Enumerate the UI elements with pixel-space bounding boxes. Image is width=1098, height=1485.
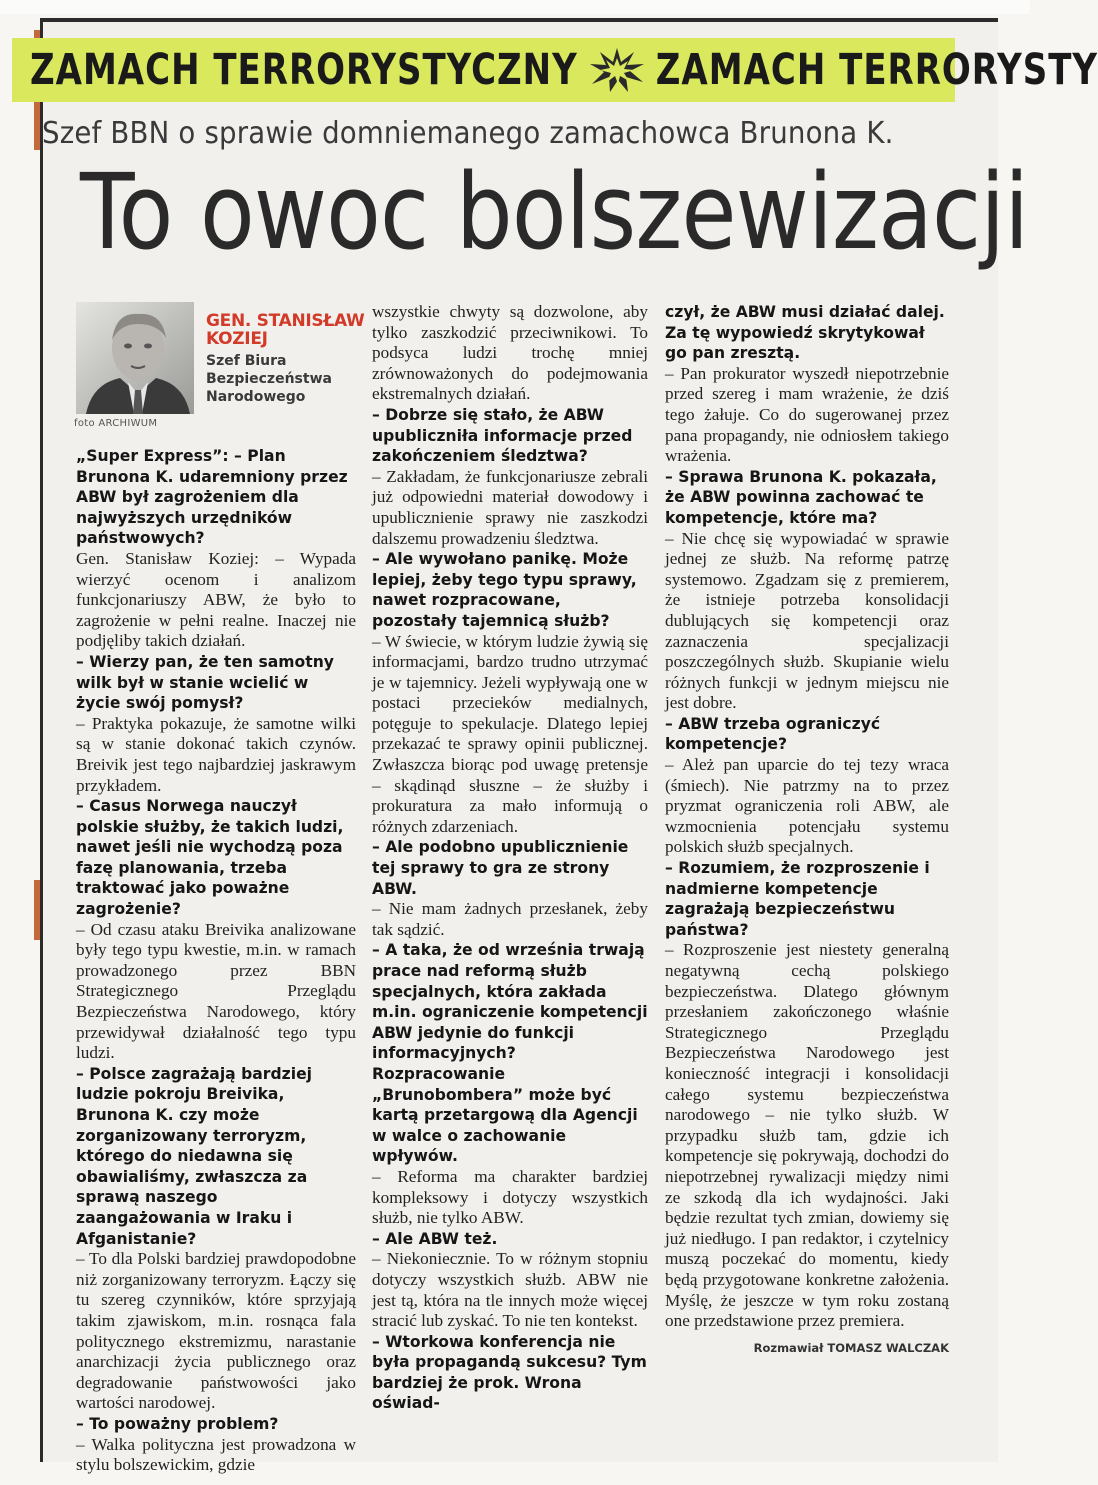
interview-question: – Wtorkowa konferencja nie była propagandą sukcesu? Tym bardziej że prok. Wrona oświad- xyxy=(372,1332,647,1413)
interview-answer: – Od czasu ataku Breivika analizowane były tego typu kwestie, m.in. w ramach prowadzonego przez BBN Strategicznego Przeglądu Bezpieczeństwa Narodowego, który przewidywał działalność tego typu ludzi. xyxy=(76,919,356,1063)
section-banner xyxy=(12,38,1098,102)
interview-question: „Super Express”: – Plan Brunona K. udaremniony przez ABW był zagrożeniem dla najwyższych urzędników państwowych? xyxy=(76,447,348,548)
interview-answer: – Niekoniecznie. To w różnym stopniu dotyczy wszystkich służb. ABW nie jest tą, która na tle innych może więcej stracić lub zyskać. To nie ten kontekst. xyxy=(372,1249,648,1331)
interview-question: czył, że ABW musi działać dalej. Za tę wypowiedź skrytykował go pan zresztą. xyxy=(665,303,945,363)
interview-answer: – Pan prokurator wyszedł niepotrzebnie przed szereg i mam wrażenie, że dziś tego żałuje. Co do sugerowanej przez pana propagandy, nie odniosłem takiego wrażenia. xyxy=(665,363,949,466)
interview-question: – Wierzy pan, że ten samotny wilk był w stanie wcielić w życie swój pomysł? xyxy=(76,652,334,713)
interview-answer: wszystkie chwyty są dozwolone, aby tylko zaszkodzić przeciwnikowi. To podsyca ludzi trochę mniej zrównoważonych do podejmowania ekstremalnych działań. xyxy=(372,302,648,404)
banner-text-right: ZAMACH TERRORYSTY xyxy=(655,45,1098,95)
interview-answer: – Ależ pan uparcie do tej tezy wraca (śmiech). Nie patrzmy na to przez pryzmat ograniczenia roli ABW, ale wzmocnienia potencjału systemu polskich służb specjalnych. xyxy=(665,755,949,857)
text-column-2 xyxy=(372,302,648,1414)
interview-question: – Ale ABW też. xyxy=(372,1229,498,1248)
article-subtitle: Szef BBN o sprawie domniemanego zamachowca Brunona K. xyxy=(42,116,894,151)
text-column-3 xyxy=(665,302,949,1358)
interview-question: – Sprawa Brunona K. pokazała, że ABW powinna zachować te kompetencje, które ma? xyxy=(665,467,937,527)
interview-question: – A taka, że od września trwają prace nad reformą służb specjalnych, która zakłada m.in. ograniczenie kompetencji ABW jedynie do funkcji informacyjnych? Rozpracowanie „Brunobombera” może być kartą przetargową dla Agencji w walce o zachowanie wpływów. xyxy=(372,941,648,1166)
author-signature: Rozmawiał TOMASZ WALCZAK xyxy=(753,1340,949,1355)
interviewee-name: GEN. STANISŁAW KOZIEJ xyxy=(206,311,365,349)
interview-question: – Casus Norwega nauczył polskie służby, że takich ludzi, nawet jeśli nie wychodzą poza fazę planowania, trzeba traktować jako poważne zagrożenie? xyxy=(76,797,344,919)
scan-edge xyxy=(0,0,1030,14)
interview-answer: – Zakładam, że funkcjonariusze zebrali już odpowiedni materiał dowodowy i upublicznienie sprawy nie zaszkodzi dalszemu prowadzeniu śledztwa. xyxy=(372,466,648,548)
banner-text-left: ZAMACH TERRORYSTYCZNY xyxy=(30,45,578,95)
interview-question: – Dobrze się stało, że ABW upubliczniła informacje przed zakończeniem śledztwa? xyxy=(372,405,633,466)
interviewee-role: Szef Biura Bezpieczeństwa Narodowego xyxy=(206,353,332,405)
interview-answer: – Rozproszenie jest niestety generalną negatywną cechą polskiego bezpieczeństwa. Dlatego głównym przesłaniem zakończonego właśnie Strategicznego Przeglądu Bezpieczeństwa Narodowego jest konieczność integracji i konsolidacji całego systemu bezpieczeństwa narodowego – nie tylko służb. W przypadku służb tam, gdzie ich kompetencje się pokrywają, dochodzi do niepotrzebnej rywalizacji między nimi ze szkodą dla ich wydajności. Jaki będzie rezultat tych zmian, dowiemy się już niedługo. I pan redaktor, i czytelnicy muszą poczekać do momentu, kiedy będą przygotowane konkretne założenia. Myślę, że jeszcze w tym roku zostaną one przedstawione przez premiera. xyxy=(665,940,949,1331)
text-column-1 xyxy=(76,446,356,1476)
interview-answer: – W świecie, w którym ludzie żywią się informacjami, bardzo trudno utrzymać je w tajemnicy. Jeżeli wypływają one w postaci przecieków medialnych, potęguje to spekulacje. Dlatego lepiej przekazać te sprawy opinii publicznej. Zwłaszcza biorąc pod uwagę pretensje – skądinąd słuszne – że służby i prokuratura za mało informują o różnych zdarzeniach. xyxy=(372,631,648,836)
interview-question: – To poważny problem? xyxy=(76,1414,279,1433)
interview-answer: – To dla Polski bardziej prawdopodobne niż zorganizowany terroryzm. Łączy się tu szereg czynników, które sprzyjają takim zjawiskom, m.in. rosnąca fala politycznego ekstremizmu, narastanie anarchizacji życia publicznego oraz degradowanie państwowości jako wartości narodowej. xyxy=(76,1249,356,1413)
photo-credit: foto ARCHIWUM xyxy=(74,418,158,429)
interview-answer: Gen. Stanisław Koziej: – Wypada wierzyć ocenom i analizom funkcjonariuszy ABW, że było to zagrożenie w pełni realne. Inaczej nie podjęliby takich działań. xyxy=(76,548,356,651)
interview-question: – Ale podobno upublicznienie tej sprawy to gra ze strony ABW. xyxy=(372,838,629,898)
explosion-burst-icon xyxy=(588,46,646,94)
interview-answer: – Walka polityczna jest prowadzona w stylu bolszewickim, gdzie xyxy=(76,1434,356,1475)
interview-question: – ABW trzeba ograniczyć kompetencje? xyxy=(665,714,881,754)
article-headline: To owoc bolszewizacji xyxy=(80,151,1029,273)
interview-answer: – Reforma ma charakter bardziej kompleksowy i dotyczy wszystkich służb, nie tylko ABW. xyxy=(372,1166,648,1228)
interview-question: – Rozumiem, że rozproszenie i nadmierne kompetencje zagrażają bezpieczeństwu państwa? xyxy=(665,859,930,939)
interview-answer: – Nie chcę się wypowiadać w sprawie jednej ze służb. Na reformę patrzę systemowo. Zgadzam się z premierem, że istnieje potrzeba konsolidacji dublujących się kompetencji oraz zaznaczenia specjalizacji poszczególnych służb. Skupianie wielu różnych funkcji w jednym miejscu nie jest dobre. xyxy=(665,528,949,713)
interview-question: – Ale wywołano panikę. Może lepiej, żeby tego typu sprawy, nawet rozpracowane, pozostały tajemnicą służb? xyxy=(372,550,637,630)
interview-answer: – Nie mam żadnych przesłanek, żeby tak sądzić. xyxy=(372,899,648,939)
interview-question: – Polsce zagrażają bardziej ludzie pokroju Breivika, Brunona K. czy może zorganizowany terroryzm, którego do niedawna się obawialiśmy, zwłaszcza za sprawą naszego zaangażowania w Iraku i Afganistanie? xyxy=(76,1064,312,1248)
interview-answer: – Praktyka pokazuje, że samotne wilki są w stanie dokonać takich czynów. Breivik jest tego najbardziej jaskrawym przykładem. xyxy=(76,713,356,795)
portrait-photo xyxy=(76,302,194,414)
